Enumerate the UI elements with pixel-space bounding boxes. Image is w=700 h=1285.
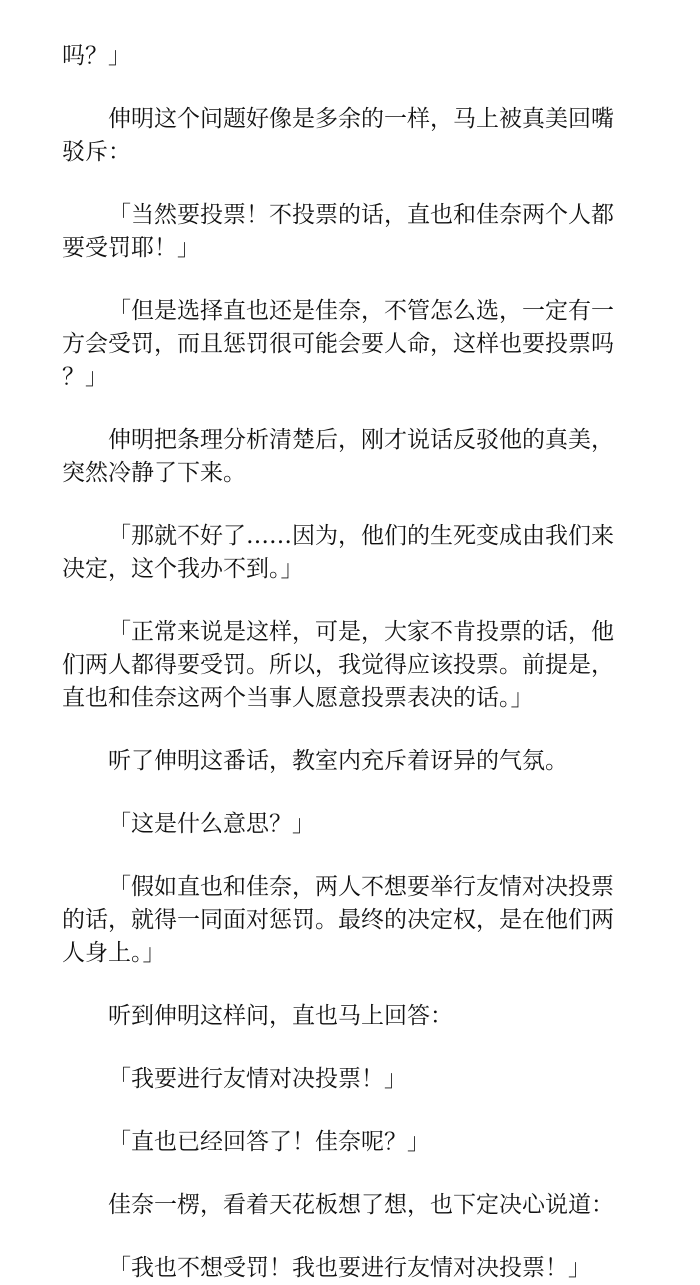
paragraph-dialogue: 「当然要投票！不投票的话，直也和佳奈两个人都要受罚耶！」 bbox=[62, 202, 614, 261]
paragraph-dialogue: 「但是选择直也还是佳奈，不管怎么选，一定有一方会受罚，而且惩罚很可能会要人命，这样也要投票吗？」 bbox=[62, 298, 614, 390]
paragraph-continuation: 吗？」 bbox=[62, 43, 131, 69]
paragraph-dialogue: 「直也已经回答了！佳奈呢？」 bbox=[108, 1129, 430, 1155]
paragraph-dialogue: 「假如直也和佳奈，两人不想要举行友情对决投票的话，就得一同面对惩罚。最终的决定权，是在他们两人身上。」 bbox=[62, 874, 614, 966]
paragraph-narration: 听了伸明这番话，教室内充斥着讶异的气氛。 bbox=[108, 748, 568, 774]
paragraph-dialogue: 「我也不想受罚！我也要进行友情对决投票！」 bbox=[108, 1255, 591, 1281]
paragraph-narration: 听到伸明这样问，直也马上回答： bbox=[108, 1003, 453, 1029]
paragraph-narration: 佳奈一楞，看着天花板想了想，也下定决心说道： bbox=[108, 1192, 614, 1218]
paragraph-narration: 伸明这个问题好像是多余的一样，马上被真美回嘴驳斥： bbox=[62, 106, 614, 165]
paragraph-dialogue: 「正常来说是这样，可是，大家不肯投票的话，他们两人都得要受罚。所以，我觉得应该投票。前提是，直也和佳奈这两个当事人愿意投票表决的话。」 bbox=[62, 619, 614, 711]
paragraph-dialogue: 「这是什么意思？」 bbox=[108, 811, 315, 837]
paragraph-dialogue: 「我要进行友情对决投票！」 bbox=[108, 1066, 407, 1092]
paragraph-narration: 伸明把条理分析清楚后，刚才说话反驳他的真美，突然冷静了下来。 bbox=[62, 427, 614, 486]
paragraph-dialogue: 「那就不好了……因为，他们的生死变成由我们来决定，这个我办不到。」 bbox=[62, 523, 614, 582]
